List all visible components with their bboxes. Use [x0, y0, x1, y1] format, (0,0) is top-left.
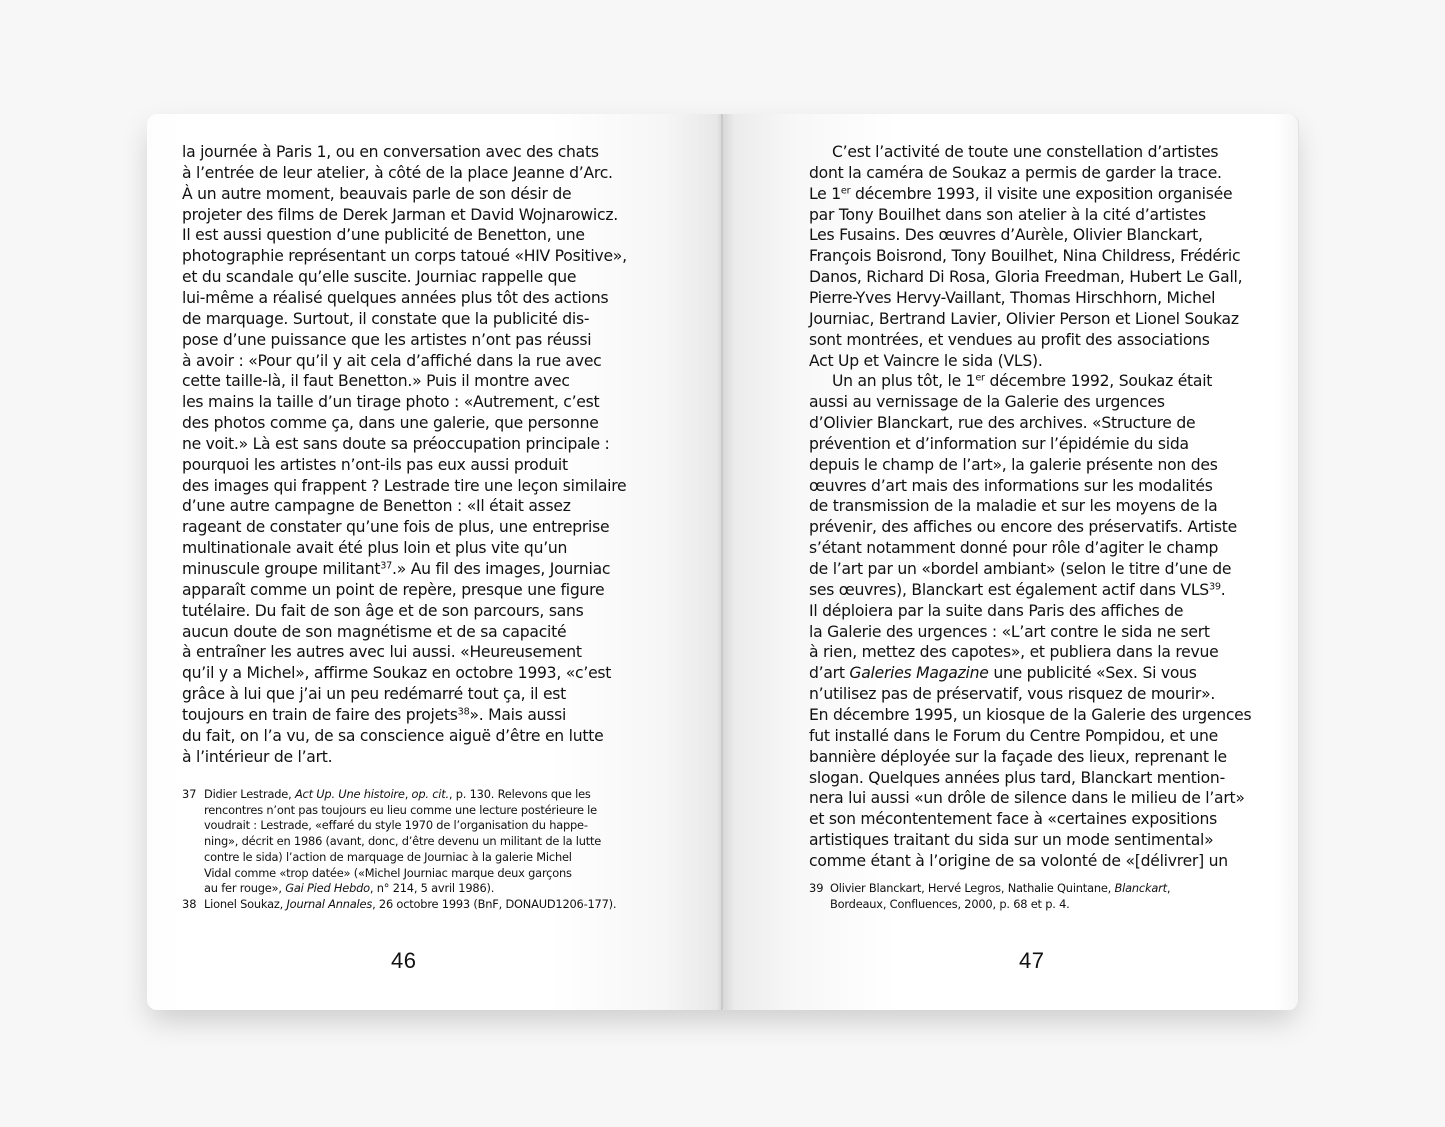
footnote-text: ning», décrit en 1986 (avant, donc, d’être devenu un militant de la lutte — [204, 834, 602, 849]
text-line — [182, 663, 611, 684]
text-line — [182, 413, 599, 434]
text-segment: photographie représentant un corps tatoué «HIV Positive», — [182, 247, 627, 266]
text-segment: du fait, on l’a vu, de sa conscience aiguë d’être en lutte — [182, 726, 604, 745]
text-line — [182, 601, 584, 622]
text-segment: Danos, Richard Di Rosa, Gloria Freedman, Hubert Le Gall, — [809, 268, 1243, 287]
footnote-ref-37: 37 — [380, 560, 392, 572]
footnote-line — [204, 803, 597, 819]
footnote-text: Lionel Soukaz, — [204, 896, 287, 911]
text-segment: .» Au fil des images, Journiac — [392, 560, 611, 578]
text-segment: lui-même a réalisé quelques années plus tôt des actions — [182, 288, 609, 307]
text-segment: des photos comme ça, dans une galerie, que personne — [182, 414, 599, 433]
footnote-text: contre le sida) l’action de marquage de Journiac à la galerie Michel — [204, 849, 572, 864]
footnote-line — [204, 850, 572, 866]
text-segment: n’utilisez pas de préservatif, vous risquez de mourir». — [809, 685, 1216, 704]
text-segment: dont la caméra de Soukaz a permis de garder la trace. — [809, 163, 1222, 182]
text-segment: et son mécontentement face à «certaines expositions — [809, 810, 1218, 829]
footnote-line — [204, 866, 572, 882]
text-line — [809, 830, 1213, 851]
text-segment: artistiques traitant du sida sur un mode sentimental» — [809, 831, 1214, 850]
text-line — [182, 538, 567, 559]
text-segment: tutélaire. Du fait de son âge et de son parcours, sans — [182, 601, 584, 620]
text-segment: des images qui frappent ? Lestrade tire une leçon similaire — [182, 476, 627, 495]
text-segment: Le 1 — [809, 184, 841, 203]
footnote-line — [204, 834, 601, 850]
text-line — [809, 434, 1189, 455]
text-segment: à entraîner les autres avec lui aussi. «Heureusement — [182, 643, 582, 662]
page-number-left: 46 — [391, 948, 417, 973]
footnote-text: , 26 octobre 1993 (BnF, DONAUD1206-177). — [372, 896, 617, 911]
text-line — [809, 601, 1183, 622]
footnote-text: Didier Lestrade, — [204, 787, 295, 801]
superscript-er: er — [975, 373, 985, 385]
text-segment: multinationale avait été plus loin et plus vite qu’un — [182, 539, 568, 558]
footnote-number: 37 — [182, 787, 197, 801]
text-line — [809, 246, 1240, 267]
text-segment: apparaît comme un point de repère, presque une figure — [182, 580, 605, 599]
page-number-right: 47 — [1019, 948, 1045, 973]
text-segment: slogan. Quelques années plus tard, Blanckart mention- — [809, 768, 1225, 787]
text-line — [809, 496, 1217, 517]
text-segment: décembre 1992, Soukaz était — [984, 372, 1213, 391]
superscript-er: er — [840, 185, 851, 197]
text-line — [809, 580, 1225, 601]
text-line — [182, 225, 585, 246]
text-segment: aussi au vernissage de la Galerie des urgences — [809, 393, 1165, 412]
text-segment: À un autre moment, beauvais parle de son désir de — [182, 184, 572, 203]
text-line — [809, 642, 1218, 663]
text-line — [182, 642, 582, 663]
footnote-line — [204, 897, 616, 913]
text-line — [182, 517, 609, 538]
text-line — [809, 205, 1206, 226]
text-segment: nera lui aussi «un drôle de silence dans le milieu de l’art» — [809, 789, 1245, 808]
footnote-number: 39 — [809, 881, 824, 895]
text-segment: d’art — [809, 664, 850, 683]
text-segment: la Galerie des urgences : «L’art contre le sida ne sert — [809, 622, 1210, 641]
text-segment: ». Mais aussi — [469, 705, 567, 724]
text-segment: aucun doute de son magnétisme et de sa capacité — [182, 622, 567, 641]
text-segment: à avoir : «Pour qu’il y ait cela d’affiché dans la rue avec — [182, 351, 602, 370]
text-segment: comme étant à l’origine de sa volonté de «[délivrer] un — [809, 851, 1228, 870]
text-line — [809, 455, 1218, 476]
text-line — [182, 705, 566, 726]
text-line — [809, 809, 1217, 830]
italic-title: op. cit. — [411, 787, 449, 801]
text-segment: œuvres d’art mais des informations sur les modalités — [809, 476, 1213, 495]
text-segment: Les Fusains. Des œuvres d’Aurèle, Olivier Blanckart, — [809, 226, 1203, 245]
text-segment: sont montrées, et vendues au profit des associations — [809, 330, 1210, 349]
text-line — [182, 747, 332, 768]
text-line — [182, 455, 568, 476]
text-line — [809, 476, 1213, 497]
text-segment: à l’intérieur de l’art. — [182, 747, 333, 766]
text-segment: toujours en train de faire des projets — [182, 705, 458, 724]
footnote-text: , n° 214, 5 avril 1986). — [369, 881, 495, 896]
text-segment: prévention et d’information sur l’épidémie du sida — [809, 434, 1189, 453]
text-segment: s’étant notamment donné pour rôle d’agiter le champ — [809, 539, 1219, 558]
text-line — [832, 142, 1218, 163]
footnote-line — [830, 881, 1170, 897]
book-gutter — [721, 114, 723, 1010]
text-segment: bannière déployée sur la façade des lieux, reprenant le — [809, 747, 1227, 766]
footnote-text: , p. 130. Relevons que les — [448, 787, 591, 801]
text-line — [182, 559, 610, 580]
text-segment: les mains la taille d’un tirage photo : «Autrement, c’est — [182, 393, 600, 412]
text-segment: minuscule groupe militant — [182, 560, 381, 578]
text-line — [809, 517, 1237, 538]
text-segment: et du scandale qu’elle suscite. Journiac rappelle que — [182, 268, 577, 287]
text-line — [809, 705, 1251, 726]
text-line — [809, 622, 1210, 643]
text-line — [809, 413, 1195, 434]
text-line — [809, 184, 1232, 205]
footnote-line — [204, 881, 494, 897]
text-segment: à l’entrée de leur atelier, à côté de la place Jeanne d’Arc. — [182, 163, 613, 182]
footnote-number: 38 — [182, 896, 197, 911]
text-line — [809, 163, 1222, 184]
text-line — [809, 225, 1203, 246]
text-line — [182, 330, 591, 351]
text-segment: fut installé dans le Forum du Centre Pompidou, et une — [809, 726, 1219, 745]
text-segment: par Tony Bouilhet dans son atelier à la cité d’artistes — [809, 205, 1206, 224]
footnote-text: rencontres n’ont pas toujours eu lieu comme une lecture postérieure le — [204, 802, 597, 817]
text-segment: la journée à Paris 1, ou en conversation avec des chats — [182, 143, 599, 161]
text-segment: Pierre-Yves Hervy-Vaillant, Thomas Hirschhorn, Michel — [809, 288, 1216, 307]
italic-title: Blanckart — [1114, 881, 1167, 895]
text-line — [182, 142, 599, 163]
text-segment: depuis le champ de l’art», la galerie présente non des — [809, 455, 1218, 474]
text-segment: d’une autre campagne de Benetton : «Il était assez — [182, 497, 571, 516]
footnote-line — [204, 787, 591, 803]
footnote-line — [830, 897, 1070, 913]
text-line — [809, 538, 1218, 559]
text-segment: de transmission de la maladie et sur les moyens de la — [809, 497, 1218, 516]
italic-title: Act Up. Une histoire — [294, 787, 405, 801]
text-segment: de marquage. Surtout, il constate que la publicité dis- — [182, 309, 590, 328]
text-segment: François Boisrond, Tony Bouilhet, Nina Childress, Frédéric — [809, 247, 1241, 266]
text-segment: à rien, mettez des capotes», et publiera dans la revue — [809, 643, 1219, 662]
italic-title: Gai Pied Hebdo — [285, 881, 370, 896]
text-segment: Act Up et Vaincre le sida (VLS). — [809, 351, 1043, 370]
text-line — [809, 788, 1245, 809]
text-segment: de l’art par un «bordel ambiant» (selon le titre d’une de — [809, 560, 1232, 578]
text-segment: grâce à lui que j’ai un peu redémarré tout ça, il est — [182, 685, 567, 704]
text-line — [182, 184, 571, 205]
text-segment: d’Olivier Blanckart, rue des archives. «Structure de — [809, 414, 1196, 433]
text-segment: qu’il y a Michel», affirme Soukaz en octobre 1993, «c’est — [182, 664, 612, 683]
text-line — [809, 747, 1227, 768]
text-line — [809, 663, 1197, 684]
text-line — [182, 684, 566, 705]
footnote-ref-38: 38 — [457, 706, 470, 718]
text-segment: prévenir, des affiches ou encore des préservatifs. Artiste — [809, 518, 1237, 537]
text-segment: Il est aussi question d’une publicité de Benetton, une — [182, 226, 585, 245]
text-line — [182, 434, 610, 455]
text-line — [809, 351, 1043, 372]
text-line — [809, 309, 1239, 330]
text-segment: C’est l’activité de toute une constellation d’artistes — [832, 143, 1219, 161]
footnote-ref-39: 39 — [1208, 581, 1221, 593]
text-line — [809, 768, 1225, 789]
text-segment: Il déploiera par la suite dans Paris des affiches de — [809, 601, 1184, 620]
text-segment: pose d’une puissance que les artistes n’ont pas réussi — [182, 330, 592, 349]
italic-title: Galeries Magazine — [849, 664, 989, 683]
text-line — [182, 392, 599, 413]
text-segment: Journiac, Bertrand Lavier, Olivier Person et Lionel Soukaz — [809, 309, 1239, 328]
text-segment: une publicité «Sex. Si vous — [988, 664, 1197, 683]
text-segment: ses œuvres), Blanckart est également actif dans VLS — [809, 580, 1209, 599]
text-line — [809, 392, 1165, 413]
text-segment: rageant de constater qu’une fois de plus, une entreprise — [182, 518, 610, 537]
text-line — [182, 496, 571, 517]
text-line — [182, 163, 613, 184]
text-line — [809, 330, 1210, 351]
text-line — [182, 371, 570, 392]
text-segment: décembre 1993, il visite une exposition organisée — [850, 184, 1233, 203]
text-segment: . — [1220, 580, 1226, 599]
text-line — [182, 205, 618, 226]
text-line — [182, 267, 576, 288]
text-line — [182, 580, 604, 601]
text-line — [809, 267, 1242, 288]
footnote-text: , — [404, 787, 412, 801]
text-line — [809, 559, 1231, 580]
text-segment: En décembre 1995, un kiosque de la Galerie des urgences — [809, 705, 1252, 724]
footnote-text: au fer rouge», — [204, 881, 286, 896]
text-line — [182, 622, 566, 643]
footnote-text: Bordeaux, Confluences, 2000, p. 68 et p. 4. — [830, 896, 1070, 911]
text-line — [832, 371, 1212, 392]
text-line — [809, 851, 1228, 872]
text-line — [182, 309, 589, 330]
right-page — [723, 114, 1299, 1010]
text-line — [182, 351, 601, 372]
footnote-text: Vidal comme «trop datée» («Michel Journiac marque deux garçons — [204, 865, 572, 880]
text-segment: cette taille-là, il faut Benetton.» Puis il montre avec — [182, 372, 570, 391]
text-segment: ne voit.» Là est sans doute sa préoccupation principale : — [182, 434, 610, 453]
text-segment: pourquoi les artistes n’ont-ils pas eux aussi produit — [182, 455, 568, 474]
footnote-text: voudrait : Lestrade, «effaré du style 1970 de l’organisation du happe- — [204, 818, 588, 833]
text-line — [182, 246, 627, 267]
footnote-text: Olivier Blanckart, Hervé Legros, Nathalie Quintane, — [830, 881, 1115, 895]
text-line — [809, 288, 1215, 309]
text-line — [809, 726, 1218, 747]
text-line — [182, 476, 626, 497]
footnote-text: , — [1166, 881, 1171, 895]
text-segment: projeter des films de Derek Jarman et David Wojnarowicz. — [182, 205, 618, 224]
left-page — [147, 114, 722, 1010]
text-line — [182, 288, 608, 309]
footnote-line — [204, 818, 588, 834]
text-line — [182, 726, 603, 747]
text-segment: Un an plus tôt, le 1 — [832, 372, 976, 391]
text-line — [809, 684, 1215, 705]
italic-title: Journal Annales — [286, 896, 373, 911]
